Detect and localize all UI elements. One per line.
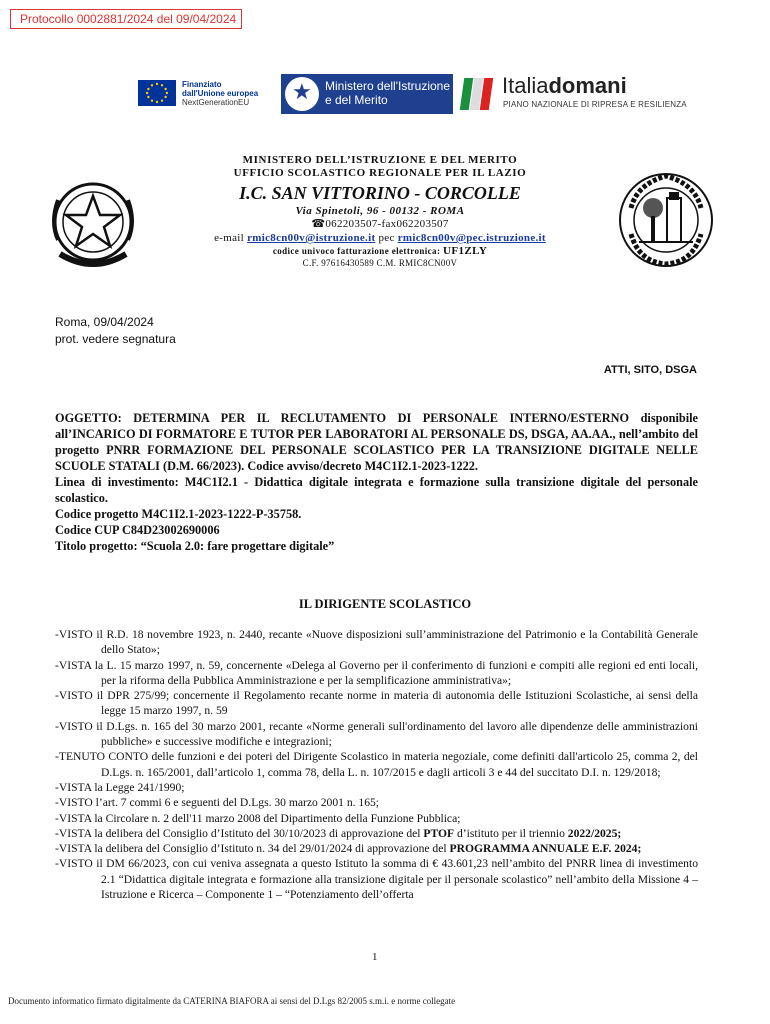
ministry-logo-line-2: e del Merito [325, 93, 388, 107]
italy-flag-icon [462, 78, 492, 110]
subject-block [55, 410, 698, 554]
recital-bold: 2022/2025; [567, 826, 622, 840]
recital-item: -VISTO l’art. 7 commi 6 e seguenti del D.Lgs. 30 marzo 2001 n. 165; [55, 796, 380, 810]
eu-line-3: NextGenerationEU [182, 98, 250, 107]
recital-item: -TENUTO CONTO delle funzioni e dei poteri del Dirigente Scolastico in materia negoziale, come definiti dall'articolo 25, comma 2, del D.Lgs. n. 165/2001, dall’articolo 1, comma 78, della L. n. 107/2015 e dagli articoli 3 e 44 del succitato D.I. n. 129/2018; [55, 750, 698, 779]
recital-item: -VISTO il R.D. 18 novembre 1923, n. 2440, recante «Nuove disposizioni sull’amministrazione del Patrimonio e la Contabilità Generale dello Stato»; [55, 628, 698, 657]
eu-funding-text [182, 80, 258, 107]
logo-bar [0, 72, 770, 116]
ministry-name: MINISTERO DELL’ISTRUZIONE E DEL MERITO [242, 154, 518, 166]
recitals-list [55, 627, 698, 902]
investment-line: Linea di investimento: M4C1I2.1 - Didattica digitale integrata e formazione sulla transizione digitale del personale scolastico. [55, 475, 698, 505]
school-name: I.C. SAN VITTORINO - CORCOLLE [239, 183, 521, 203]
recital-item [55, 841, 698, 856]
recital-bold: PTOF [423, 826, 455, 840]
ministry-logo-text [325, 79, 450, 107]
italia-prefix: Italia [502, 73, 549, 98]
recipients: ATTI, SITO, DSGA [603, 364, 697, 376]
recital-item [55, 826, 698, 841]
billing-code-line [150, 245, 610, 257]
eu-line-1: Finanziato [182, 80, 222, 89]
protocol-reference: prot. vedere segnatura [55, 332, 176, 346]
fiscal-code: C.F. 97616430589 C.M. RMIC8CN00V [302, 258, 458, 268]
page-number: 1 [372, 951, 378, 963]
ministry-logo-line-1: Ministero dell'Istruzione [325, 79, 451, 93]
recital-bold: PROGRAMMA ANNUALE E.F. 2024; [449, 842, 642, 856]
email-link[interactable]: rmic8cn00v@istruzione.it [247, 232, 376, 244]
recital-item: -VISTO il DM 66/2023, con cui veniva assegnata a questo Istituto la somma di € 43.601,23 nell’ambito del PNRR linea di investimento 2.1 “Didattica digitale integrata e formazione alla transizione digitale per il personale scolastico” nell’ambito della Missione 4 – Istruzione e Ricerca – Componente 1 – “Potenziamento dell’offerta [55, 857, 698, 902]
recital-text: -VISTA la delibera del Consiglio d’Istituto del 30/10/2023 di approvazione del [55, 826, 424, 840]
billing-label: codice univoco fatturazione elettronica: [272, 246, 441, 256]
pec-link[interactable]: rmic8cn00v@pec.istruzione.it [397, 232, 546, 244]
subject-paragraph: OGGETTO: DETERMINA PER IL RECLUTAMENTO DI PERSONALE INTERNO/ESTERNO disponibile all’INCARICO DI FORMATORE E TUTOR PER LABORATORI AL PERSONALE DS, DSGA, AA.AA., nell’ambito del progetto PNRR FORMAZIONE DEL PERSONALE SCOLASTICO PER LA TRANSIZIONE DIGITALE NELLE SCUOLE STATALI (D.M. 66/2023). Codice avviso/decreto M4C1I2.1-2023-1222. [55, 411, 698, 473]
recital-item: -VISTA la Legge 241/1990; [55, 780, 185, 794]
school-header [150, 154, 610, 269]
project-title: Titolo progetto: “Scuola 2.0: fare progettare digitale” [55, 539, 335, 553]
project-code: Codice progetto M4C1I2.1-2023-1222-P-35758. [55, 507, 302, 521]
place-date-block [55, 314, 176, 348]
contact-line [150, 231, 610, 245]
protocol-stamp: Protocollo 0002881/2024 del 09/04/2024 [10, 9, 242, 29]
ministry-logo [281, 74, 453, 114]
pec-label: pec [378, 232, 395, 244]
email-label: e-mail [214, 232, 245, 244]
school-address: Via Spinetoli, 96 - 00132 - ROMA [295, 205, 465, 217]
school-seal-icon [617, 168, 715, 272]
place-date: Roma, 09/04/2024 [55, 315, 154, 329]
section-heading: IL DIRIGENTE SCOLASTICO [298, 597, 472, 611]
eu-flag-icon [138, 80, 176, 106]
recital-text: d’istituto per il triennio [454, 826, 568, 840]
recital-item: -VISTO il DPR 275/99; concernente il Regolamento recante norme in materia di autonomia delle Istituzioni Scolastiche, ai sensi della legge 15 marzo 1997, n. 59 [55, 689, 698, 718]
recital-item: -VISTO il D.Lgs. n. 165 del 30 marzo 2001, recante «Norme generali sull'ordinamento del lavoro alle dipendenze delle amministrazioni pubbliche» e successive modifiche e integrazioni; [55, 719, 698, 749]
pnrr-subtitle: PIANO NAZIONALE DI RIPRESA E RESILIENZA [503, 100, 687, 109]
signature-footer: Documento informatico firmato digitalmente da CATERINA BIAFORA ai sensi del D.Lgs 82/2005 s.m.i. e norme collegate [8, 996, 456, 1006]
recital-item: -VISTA la Circolare n. 2 dell'11 marzo 2008 del Dipartimento della Funzione Pubblica; [55, 811, 461, 825]
republic-seal-icon [40, 170, 146, 280]
billing-code: UF1ZLY [443, 245, 488, 257]
regional-office: UFFICIO SCOLASTICO REGIONALE PER IL LAZIO [233, 167, 527, 179]
cup-code: Codice CUP C84D23002690006 [55, 523, 220, 537]
recital-item: -VISTA la L. 15 marzo 1997, n. 59, concernente «Delega al Governo per il conferimento di funzioni e compiti alle regioni ed enti locali, per la riforma della Pubblica Amministrazione e per la semplificazione amministrativa»; [55, 658, 698, 687]
recital-text: -VISTA la delibera del Consiglio d’Istituto n. 34 del 29/01/2024 di approvazione del [55, 842, 450, 856]
italia-bold: domani [548, 73, 627, 98]
eu-line-2: dall'Unione europea [182, 89, 259, 98]
republic-emblem-icon [285, 77, 319, 111]
school-phone: ☎062203507-fax062203507 [311, 218, 449, 230]
italiadomani-logo [502, 74, 627, 98]
